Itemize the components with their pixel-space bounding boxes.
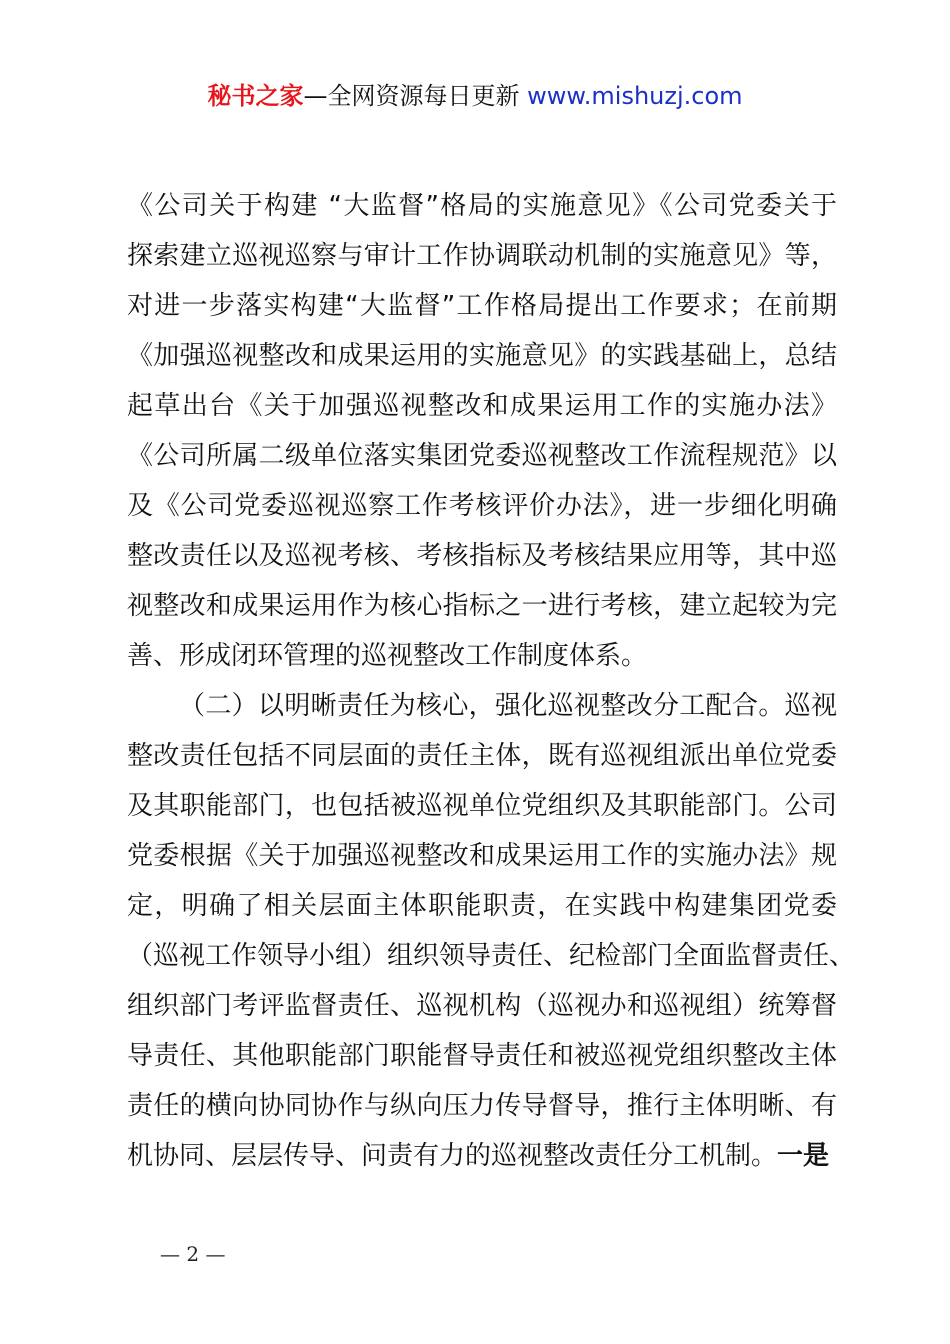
text-line: 整改责任包括不同层面的责任主体，既有巡视组派出单位党委 <box>127 741 837 771</box>
text-line <box>127 1131 837 1181</box>
text-line: 《公司关于构建 “大监督”格局的实施意见》《公司党委关于 <box>127 191 837 221</box>
brand-name: 秘书之家 <box>207 82 304 110</box>
bold-lead-in: 一是 <box>777 1141 830 1171</box>
last-line-text: 机协同、层层传导、问责有力的巡视整改责任分工机制。 <box>127 1141 778 1171</box>
text-line: 起草出台《关于加强巡视整改和成果运用工作的实施办法》 <box>127 391 837 421</box>
text-line: 及其职能部门，也包括被巡视单位党组织及其职能部门。公司 <box>127 791 837 821</box>
document-body <box>127 181 856 1181</box>
text-line: 组织部门考评监督责任、巡视机构（巡视办和巡视组）统筹督 <box>127 991 837 1021</box>
text-line: 整改责任以及巡视考核、考核指标及考核结果应用等，其中巡 <box>127 541 837 571</box>
section-heading-line: （二）以明晰责任为核心，强化巡视整改分工配合。巡视 <box>179 691 837 721</box>
text-line: 党委根据《关于加强巡视整改和成果运用工作的实施办法》规 <box>127 841 837 871</box>
text-line: 对进一步落实构建“大监督”工作格局提出工作要求；在前期 <box>127 291 837 321</box>
text-line: 导责任、其他职能部门职能督导责任和被巡视党组织整改主体 <box>127 1041 837 1071</box>
banner-url[interactable]: www.mishuzj.com <box>527 82 743 110</box>
text-line: 及《公司党委巡视巡察工作考核评价办法》，进一步细化明确 <box>127 491 837 521</box>
site-banner <box>0 80 950 112</box>
text-line: 《公司所属二级单位落实集团党委巡视整改工作流程规范》以 <box>127 441 837 471</box>
text-line: 探索建立巡视巡察与审计工作协调联动机制的实施意见》等， <box>127 241 837 271</box>
text-line: 定，明确了相关层面主体职能职责，在实践中构建集团党委 <box>127 891 837 921</box>
text-line: 善、形成闭环管理的巡视整改工作制度体系。 <box>127 641 648 671</box>
banner-slogan: —全网资源每日更新 <box>303 82 520 110</box>
page-number: — 2 — <box>160 1242 226 1266</box>
text-line: 《加强巡视整改和成果运用的实施意见》的实践基础上，总结 <box>127 341 837 371</box>
text-line: 责任的横向协同协作与纵向压力传导督导，推行主体明晰、有 <box>127 1091 837 1121</box>
text-line: （巡视工作领导小组）组织领导责任、纪检部门全面监督责任、 <box>127 941 856 971</box>
text-line: 视整改和成果运用作为核心指标之一进行考核，建立起较为完 <box>127 591 837 621</box>
